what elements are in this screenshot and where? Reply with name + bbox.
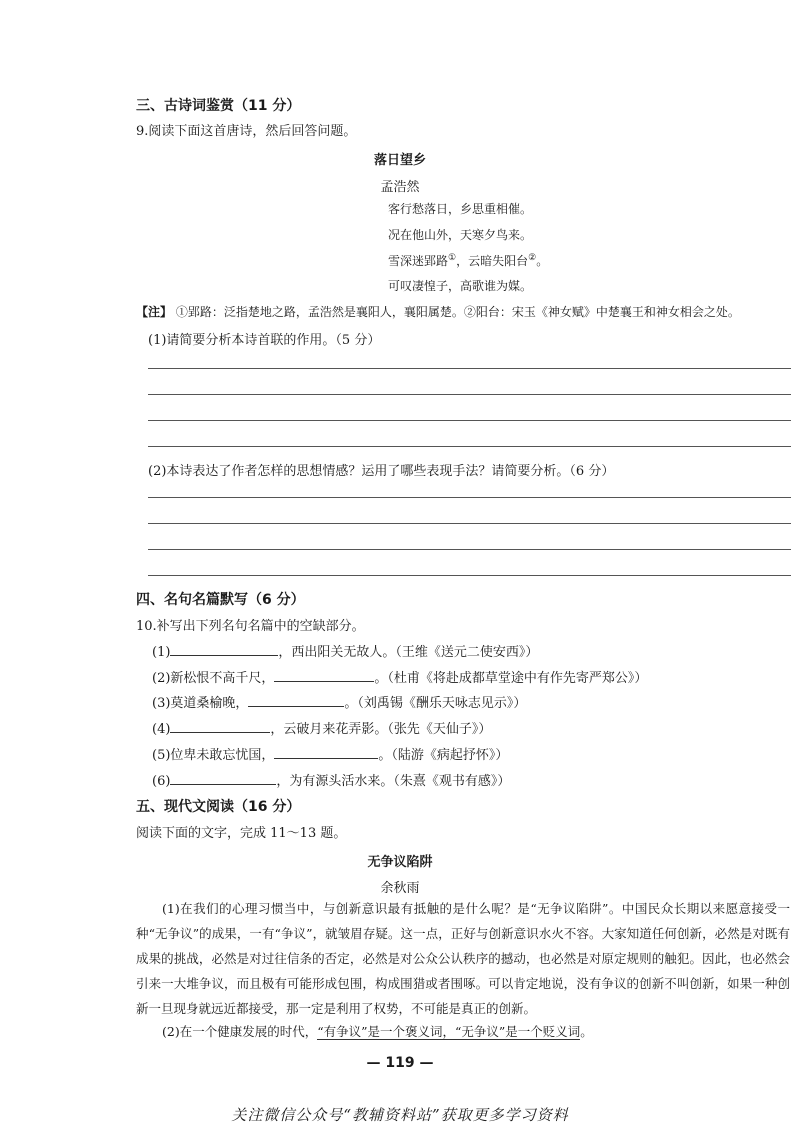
poem-line-2: 况在他山外，天寒夕鸟来。 — [388, 228, 533, 242]
answer-line[interactable] — [148, 420, 791, 421]
answer-line[interactable] — [148, 523, 791, 524]
fill-item-3 — [152, 692, 526, 711]
poem-line-3b: ，云暗失阳台 — [456, 254, 529, 268]
fill-item-1-post: ，西出阳关无故人。（王维《送元二使安西》） — [278, 645, 539, 660]
fill-item-3-post: 。（刘禹锡《酬乐天咏志见示》） — [344, 696, 527, 711]
q9-prompt: 9.阅读下面这首唐诗，然后回答问题。 — [136, 124, 357, 139]
poem-line-3a: 雪深迷郢路 — [388, 254, 449, 268]
q9-part2: (2)本诗表达了作者怎样的思想情感？运用了哪些表现手法？请简要分析。（6 分） — [148, 464, 615, 479]
fill-item-6-pre: (6) — [152, 774, 171, 789]
note-text: ①郢路：泛指楚地之路，孟浩然是襄阳人，襄阳属楚。②阳台：宋玉《神女赋》中楚襄王和神女相会之处。 — [175, 305, 740, 319]
fill-item-5-pre: (5)位卑未敢忘忧国， — [152, 748, 275, 763]
poem-note — [136, 303, 740, 320]
reading-prompt: 阅读下面的文字，完成 11～13 题。 — [136, 826, 347, 841]
footer-watermark: 关注微信公众号“教辅资料站”获取更多学习资料 — [231, 1106, 569, 1124]
poem-line-4: 可叹凄惶子，高歌谁为媒。 — [388, 279, 533, 293]
note-marker-1: ① — [448, 253, 457, 263]
fill-item-1-pre: (1) — [152, 645, 171, 660]
answer-line[interactable] — [148, 368, 791, 369]
q10-prompt: 10.补写出下列名句名篇中的空缺部分。 — [136, 619, 365, 634]
para1-text: (1)在我们的心理习惯当中，与创新意识最有抵触的是什么呢？是“无争议陷阱”。中国民众长期以来愿意接受一种“无争议”的成果，一有“争议”，就皱眉存疑。这一点，正好与创新意识水火不容。大家知道任何创新，必然是对既有成果的挑战，必然是对过往信条的否定，必然是对公众公认秩序的撼动，也必然是对原定规则的触犯。因此，也必然会引来一大堆争议，而且极有可能形成包围，构成围猎或者围啄。可以肯定地说，没有争议的创新不叫创新，如果一种创新一旦现身就远近都接受，那一定是利用了权势，不可能是真正的创新。 — [136, 901, 790, 1016]
fill-item-6 — [152, 770, 510, 789]
poem-line-3c: 。 — [536, 254, 549, 268]
answer-line[interactable] — [148, 549, 791, 550]
fill-item-6-post: ，为有源头活水来。（朱熹《观书有感》） — [276, 774, 511, 789]
fill-item-2-post: 。（杜甫《将赴成都草堂途中有作先寄严郑公》） — [374, 671, 648, 686]
article-paragraph-2 — [162, 1022, 593, 1040]
fill-item-5-post: 。（陆游《病起抒怀》） — [378, 748, 509, 763]
fill-item-4-post: ，云破月来花弄影。（张先《天仙子》） — [270, 722, 492, 737]
article-author: 余秋雨 — [380, 881, 420, 896]
note-marker-2: ② — [528, 253, 537, 263]
answer-line[interactable] — [148, 497, 791, 498]
fill-item-5 — [152, 744, 508, 763]
poem-author: 孟浩然 — [380, 180, 420, 195]
article-paragraph-1 — [136, 896, 790, 1021]
section3-heading: 三、古诗词鉴赏（11 分） — [136, 98, 301, 114]
answer-line[interactable] — [148, 394, 791, 395]
poem-title: 落日望乡 — [373, 153, 426, 168]
fill-item-4-pre: (4) — [152, 722, 171, 737]
fill-blank-1[interactable] — [170, 641, 278, 656]
para2-post: 。 — [580, 1024, 593, 1039]
page-number: — 119 — — [366, 1055, 434, 1071]
note-label: 【注】 — [136, 305, 173, 319]
fill-item-1 — [152, 641, 538, 660]
fill-blank-4[interactable] — [170, 718, 270, 733]
fill-blank-5[interactable] — [274, 744, 378, 759]
poem-line-3 — [388, 252, 548, 269]
fill-item-2 — [152, 667, 647, 686]
fill-blank-6[interactable] — [170, 770, 276, 785]
fill-item-3-pre: (3)莫道桑榆晚， — [152, 696, 249, 711]
answer-line[interactable] — [148, 575, 791, 576]
para2-underlined: “有争议”是一个褒义词，“无争议”是一个贬义词 — [317, 1024, 581, 1039]
fill-item-4 — [152, 718, 491, 737]
fill-blank-3[interactable] — [248, 692, 344, 707]
section5-heading: 五、现代文阅读（16 分） — [136, 799, 301, 815]
answer-line[interactable] — [148, 446, 791, 447]
q9-part1: (1)请简要分析本诗首联的作用。（5 分） — [148, 333, 381, 348]
para2-pre: (2)在一个健康发展的时代， — [162, 1024, 318, 1039]
section4-heading: 四、名句名篇默写（6 分） — [136, 592, 305, 608]
article-title: 无争议陷阱 — [367, 855, 433, 870]
poem-line-1: 客行愁落日，乡思重相催。 — [388, 202, 533, 216]
fill-item-2-pre: (2)新松恨不高千尺， — [152, 671, 275, 686]
fill-blank-2[interactable] — [274, 667, 374, 682]
